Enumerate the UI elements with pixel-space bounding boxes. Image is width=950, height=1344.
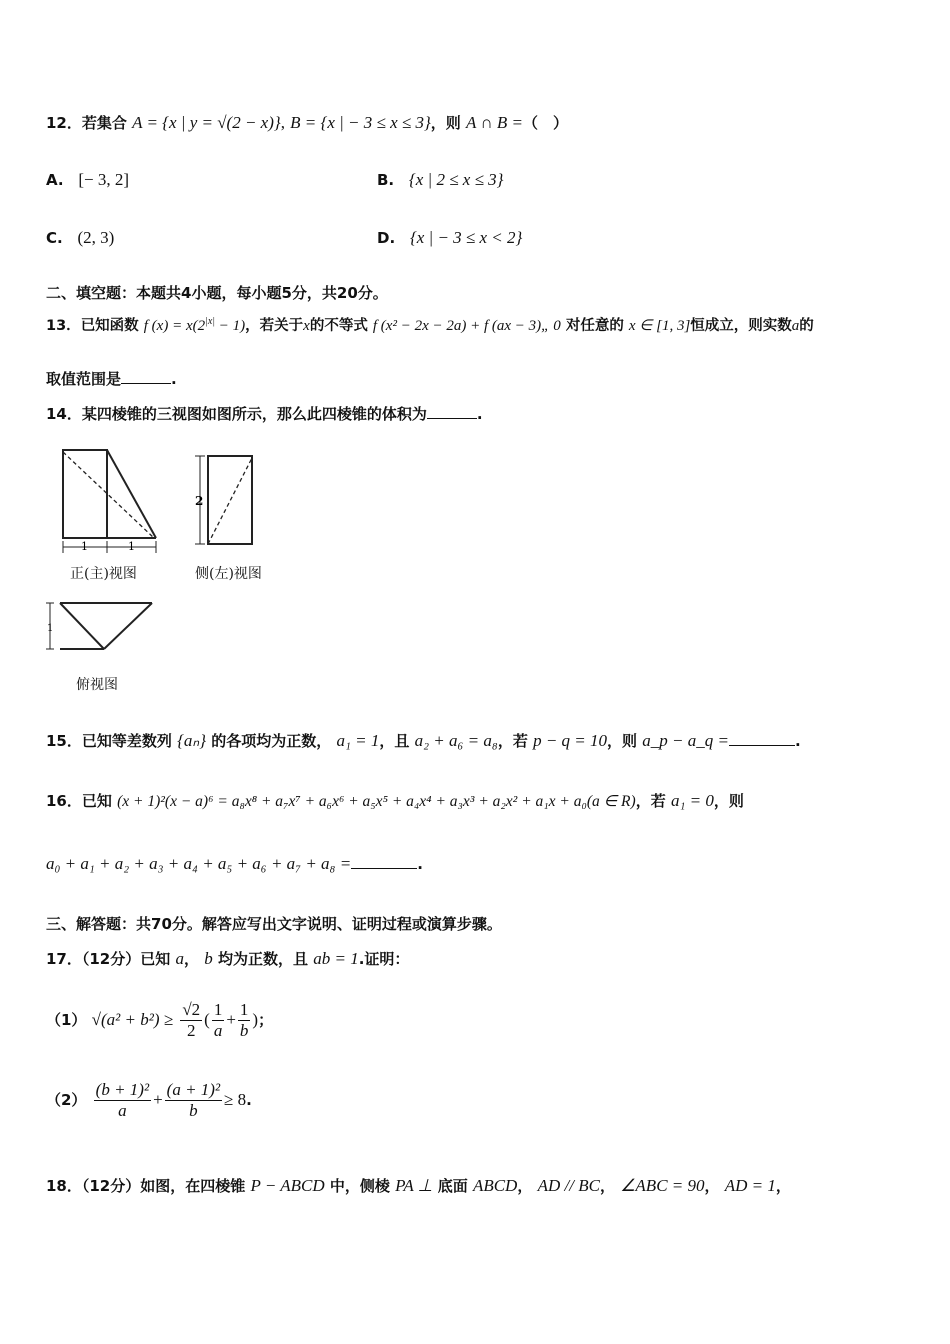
q17-frac-1a-den: a xyxy=(213,1021,223,1040)
q17-points: （12分）已知 xyxy=(81,950,171,968)
q12-set-b: B = {x | − 3 ≤ x ≤ 3} xyxy=(290,113,431,132)
q16-equation: (x + 1)²(x − a)⁶ = a₈x⁸ + a₇x⁷ + a₆x⁶ + a₅x⁵ + a₄x⁴ + a₃x³ + a₂x² + a₁x + a₀(a ∈ R) xyxy=(117,793,636,810)
top-view-drawing xyxy=(60,603,152,649)
q17-frac-2a xyxy=(94,1080,151,1121)
q12-set-a: A = {x | y = √(2 − x)} xyxy=(132,113,281,132)
front-dim-1b: 1 xyxy=(128,540,135,553)
q12-option-c[interactable] xyxy=(46,228,114,248)
q12-option-b-label: B. xyxy=(377,171,395,189)
q12-option-a[interactable] xyxy=(46,170,129,190)
q16-condition: a₁ = 0 xyxy=(670,791,714,810)
q17-part-1-end: ； xyxy=(258,1011,274,1029)
q18-text-2: 中，侧棱 xyxy=(329,1177,390,1195)
q14-end: . xyxy=(476,405,483,423)
q15-number: 15． xyxy=(46,732,82,750)
q13-end: . xyxy=(171,370,177,388)
q18-points: （12分）如图，在四棱锥 xyxy=(81,1177,246,1195)
q17-text-3: .证明： xyxy=(358,950,410,968)
q17-frac-2b-den: b xyxy=(189,1101,198,1120)
q15-text-1: 已知等差数列 xyxy=(81,732,172,750)
q17-open-paren: ( xyxy=(204,1010,210,1029)
q15-text-5: ，则 xyxy=(607,732,638,750)
q13-fx: f (x) = x(2 xyxy=(143,318,206,334)
q16-answer-blank[interactable] xyxy=(351,868,417,869)
q13-answer-blank[interactable] xyxy=(121,383,171,384)
q17-a: a xyxy=(175,949,184,968)
q12-lead: 若集合 xyxy=(81,114,127,132)
q18-pyramid: P − ABCD xyxy=(250,1176,325,1195)
q17-part-2-rhs: ≥ 8 xyxy=(224,1090,247,1109)
q13-a: a xyxy=(791,318,800,334)
q12-option-a-label: A. xyxy=(46,171,64,189)
q17-comma: ， xyxy=(183,950,199,968)
q18-comma-1: ， xyxy=(517,1177,533,1195)
q17-frac-1a-num: 1 xyxy=(213,1000,223,1019)
q17-frac-1b-num: 1 xyxy=(239,1000,249,1019)
q12-option-c-label: C. xyxy=(46,229,63,247)
q18-number: 18． xyxy=(46,1177,82,1195)
q18-stem xyxy=(46,1175,791,1196)
q13-text-6: 的 xyxy=(799,318,814,334)
q17-coeff-den: 2 xyxy=(186,1021,196,1040)
q17-coeff-num: √2 xyxy=(182,1000,201,1019)
q13-fx-end: − 1) xyxy=(215,318,246,334)
q18-comma-2: ， xyxy=(599,1177,615,1195)
q12-paren: （ ） xyxy=(523,114,569,132)
q17-frac-2a-num: (b + 1)² xyxy=(95,1080,150,1099)
q17-close-paren: ) xyxy=(252,1010,259,1029)
q15-end: . xyxy=(794,732,801,750)
q13-text-5: 恒成立，则实数 xyxy=(690,318,792,334)
q15-cond-1: a₁ = 1 xyxy=(336,731,380,750)
q12-option-c-value: (2, 3) xyxy=(77,228,115,247)
q16-end: . xyxy=(417,855,423,873)
q18-angle: ∠ABC = 90 xyxy=(620,1176,705,1195)
q17-text-2: 均为正数，且 xyxy=(217,950,308,968)
q15-answer-blank[interactable] xyxy=(729,745,795,746)
q17-part-2 xyxy=(46,1080,252,1121)
q13-text-3: 的不等式 xyxy=(309,318,368,334)
q17-frac-1a xyxy=(212,1000,225,1041)
q12-option-d[interactable] xyxy=(377,228,522,248)
q17-stem xyxy=(46,948,409,969)
q17-frac-2b xyxy=(165,1080,222,1121)
q18-base: ABCD xyxy=(472,1176,518,1195)
side-view-drawing xyxy=(208,456,252,544)
q13-number: 13． xyxy=(46,318,81,334)
q13-range: x ∈ [1, 3] xyxy=(628,318,691,334)
q13-line-2 xyxy=(46,368,177,389)
side-dim-2: 2 xyxy=(195,494,204,508)
q17-ab: ab = 1 xyxy=(313,949,359,968)
q14-answer-blank[interactable] xyxy=(427,418,477,419)
q14-text: 某四棱锥的三视图如图所示，那么此四棱锥的体积为 xyxy=(81,405,427,423)
q16-sum: a₀ + a₁ + a₂ + a₃ + a₄ + a₅ + a₆ + a₇ + a₈ = xyxy=(46,854,352,873)
q17-part-1-coeff xyxy=(180,1000,202,1041)
q17-plus-2: + xyxy=(153,1090,163,1109)
q12-option-b[interactable] xyxy=(377,170,503,190)
caption-top-view: 俯视图 xyxy=(76,677,118,693)
q16-text-2: ，若 xyxy=(635,792,666,810)
q18-ad-length: AD = 1 xyxy=(724,1176,776,1195)
q17-plus-1: + xyxy=(226,1010,236,1029)
q13-text-4: 对任意的 xyxy=(565,318,624,334)
q15-sequence: {aₙ} xyxy=(177,731,206,750)
front-view-dimension xyxy=(63,541,156,553)
q13-x: x xyxy=(303,318,310,334)
q13-range-label: 取值范围是 xyxy=(46,370,122,388)
q18-parallel: AD // BC xyxy=(537,1176,600,1195)
q18-text-3: 底面 xyxy=(437,1177,468,1195)
caption-side-view: 侧(左)视图 xyxy=(195,566,262,582)
q15-cond-2: a₂ + a₆ = a₈ xyxy=(414,731,498,750)
section-3-heading: 三、解答题：共70分。解答应写出文字说明、证明过程或演算步骤。 xyxy=(46,915,502,933)
q12-number: 12． xyxy=(46,114,82,132)
q16-line-2 xyxy=(46,854,423,874)
q17-frac-1b-den: b xyxy=(239,1021,249,1040)
q17-number: 17． xyxy=(46,950,82,968)
q16-stem xyxy=(46,790,744,811)
q17-part-2-label: （2） xyxy=(46,1091,87,1109)
q12-option-d-value: {x | − 3 ≤ x < 2} xyxy=(409,228,523,247)
q12-option-a-value: [− 3, 2] xyxy=(78,170,130,189)
q13-text-1: 已知函数 xyxy=(80,318,139,334)
q18-comma-4: ， xyxy=(775,1177,791,1195)
q14-number: 14． xyxy=(46,405,82,423)
front-dim-1a: 1 xyxy=(81,540,88,553)
q15-text-2: 的各项均为正数， xyxy=(211,732,332,750)
q13-inequality: f (x² − 2x − 2a) + f (ax − 3)„ 0 xyxy=(372,318,561,334)
q14-stem xyxy=(46,403,483,424)
q15-text-4: ，若 xyxy=(497,732,528,750)
q16-text-3: ，则 xyxy=(713,792,744,810)
q17-frac-2b-num: (a + 1)² xyxy=(166,1080,221,1099)
q18-pa-perp: PA ⊥ xyxy=(395,1176,433,1195)
caption-front-view: 正(主)视图 xyxy=(70,566,137,582)
q17-part-1-label: （1） xyxy=(46,1011,87,1029)
q13-function xyxy=(144,318,245,334)
q12-then: ，则 xyxy=(430,114,461,132)
q17-part-1 xyxy=(46,1000,273,1041)
q12-expr: A ∩ B = xyxy=(466,113,523,132)
top-dim-1: 1 xyxy=(47,623,54,634)
q15-cond-3: p − q = 10 xyxy=(533,731,608,750)
q12-option-d-label: D. xyxy=(377,229,396,247)
q17-b: b xyxy=(204,949,213,968)
q18-comma-3: ， xyxy=(704,1177,720,1195)
q12-option-b-value: {x | 2 ≤ x ≤ 3} xyxy=(408,170,504,189)
q17-frac-1b xyxy=(238,1000,251,1041)
q12-sep: , xyxy=(280,113,285,132)
q15-text-3: ，且 xyxy=(379,732,410,750)
section-2-heading: 二、填空题：本题共4小题，每小题5分，共20分。 xyxy=(46,284,388,302)
q13-text-2: ，若关于 xyxy=(245,318,304,334)
q15-stem xyxy=(46,730,801,751)
q16-text-1: 已知 xyxy=(81,792,112,810)
q15-expression: a_p − a_q = xyxy=(642,731,729,750)
q16-number: 16． xyxy=(46,792,82,810)
q13-stem xyxy=(46,314,814,335)
q17-part-1-lhs: √(a² + b²) ≥ xyxy=(91,1010,174,1029)
q17-part-2-end: . xyxy=(246,1091,252,1109)
front-view-drawing xyxy=(63,450,156,538)
q17-frac-2a-den: a xyxy=(118,1101,127,1120)
q12-stem xyxy=(46,112,568,133)
q13-fx-exp: |x| xyxy=(205,316,216,327)
